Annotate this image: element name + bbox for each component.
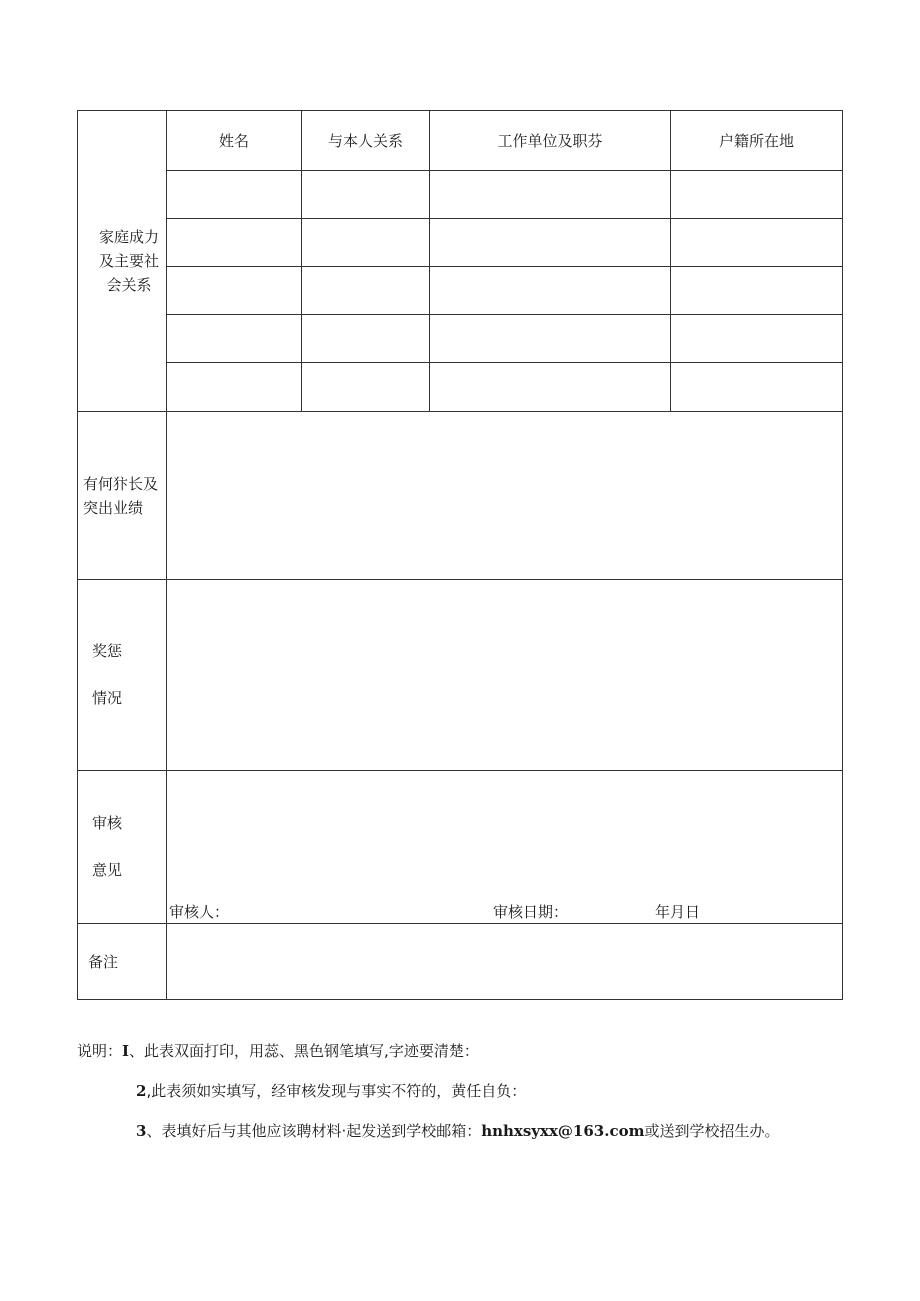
instruction-item: 2,此表须如实填写，经审核发现与事实不符的，黄任自负： (136, 1082, 527, 1100)
family-registration-cell[interactable] (671, 219, 843, 267)
family-registration-cell[interactable] (671, 267, 843, 315)
family-name-cell[interactable] (167, 363, 302, 412)
family-workplace-cell[interactable] (430, 219, 671, 267)
review-date-suffix: 年月日 (655, 903, 701, 921)
awards-field[interactable] (167, 580, 843, 771)
table-row (78, 171, 843, 219)
header-workplace-position: 工作单位及职芬 (430, 111, 671, 171)
header-relationship: 与本人关系 (302, 111, 430, 171)
review-date-label: 审核日期： (493, 903, 569, 921)
application-form-table (77, 110, 843, 1000)
family-relationship-cell[interactable] (302, 267, 430, 315)
family-workplace-cell[interactable] (430, 363, 671, 412)
header-household-registration: 户籍所在地 (671, 111, 843, 171)
family-relationship-cell[interactable] (302, 315, 430, 363)
specialty-label: 有何犿长及 突出业绩 (78, 412, 167, 580)
remarks-label: 备注 (78, 924, 167, 1000)
reviewer-label: 审核人： (169, 903, 230, 921)
family-registration-cell[interactable] (671, 315, 843, 363)
school-email: hnhxsyxx@163.com (481, 1122, 645, 1140)
family-relationship-cell[interactable] (302, 171, 430, 219)
table-row (78, 315, 843, 363)
family-workplace-cell[interactable] (430, 315, 671, 363)
specialty-field[interactable] (167, 412, 843, 580)
family-relationship-cell[interactable] (302, 219, 430, 267)
review-field[interactable] (167, 771, 843, 924)
table-row (78, 219, 843, 267)
family-name-cell[interactable] (167, 267, 302, 315)
family-name-cell[interactable] (167, 171, 302, 219)
instruction-item: 说明：I、此表双面打印，用蕊、黑色钢笔填写,字迹要清楚： (77, 1042, 479, 1060)
family-name-cell[interactable] (167, 219, 302, 267)
header-name: 姓名 (167, 111, 302, 171)
family-registration-cell[interactable] (671, 363, 843, 412)
awards-label: 奖惩 情况 (78, 580, 167, 771)
family-registration-cell[interactable] (671, 171, 843, 219)
table-row (78, 267, 843, 315)
family-workplace-cell[interactable] (430, 267, 671, 315)
review-label: 审核 意见 (78, 771, 167, 924)
table-row (78, 363, 843, 412)
instruction-item: 3、表填好后与其他应该聘材料·起发送到学校邮箱：hnhxsyxx@163.com或送到学校招生办。 (136, 1122, 780, 1140)
family-workplace-cell[interactable] (430, 171, 671, 219)
family-relations-label: 家庭成力 及主要社 会关系 (78, 111, 167, 412)
family-relationship-cell[interactable] (302, 363, 430, 412)
family-name-cell[interactable] (167, 315, 302, 363)
remarks-field[interactable] (167, 924, 843, 1000)
